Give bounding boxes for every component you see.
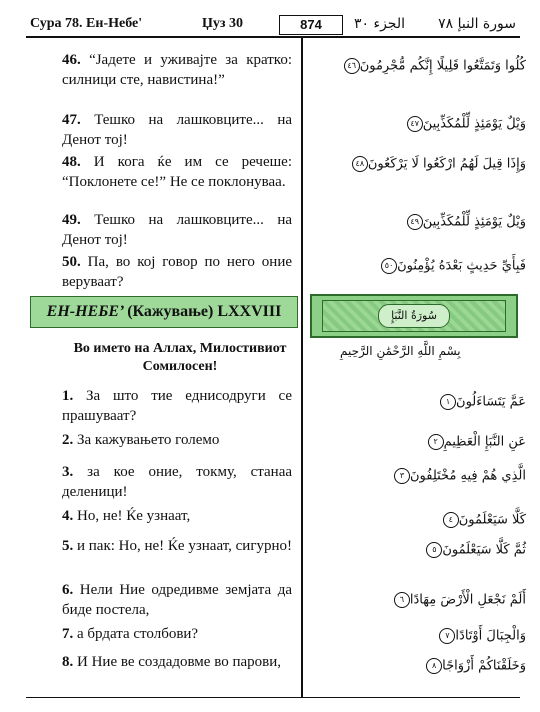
arabic-text: وَخَلَقْنَاكُمْ أَزْوَاجًا bbox=[442, 658, 526, 674]
verse-number: 3. bbox=[62, 464, 74, 480]
ayah-marker-icon: ٤٨ bbox=[352, 156, 368, 172]
arabic-verse-5 bbox=[423, 542, 526, 558]
verse-text: и пак: Но, не! Ќе узнаат, сигурно! bbox=[77, 538, 293, 554]
sura-name: ЕН-НЕБЕ’ bbox=[46, 303, 124, 320]
arabic-text: وَالْجِبَالَ أَوْتَادًا bbox=[455, 628, 526, 644]
arabic-text: الَّذِي هُمْ فِيهِ مُخْتَلِفُونَ bbox=[409, 468, 526, 484]
arabic-verse-4 bbox=[440, 512, 526, 528]
arabic-verse-6 bbox=[391, 592, 526, 608]
verse-text: За што тие еднисодруги се прашуваат? bbox=[62, 388, 293, 424]
verse-number: 48. bbox=[62, 154, 81, 170]
verse-1 bbox=[62, 386, 292, 426]
verse-text: За кажувањето големо bbox=[77, 432, 220, 448]
verse-text: “Јадете и уживајте за кратко: силници сте, навистина!” bbox=[62, 52, 292, 88]
ayah-marker-icon: ٤ bbox=[443, 512, 459, 528]
verse-number: 50. bbox=[62, 254, 81, 270]
page-number: 874 bbox=[279, 15, 343, 35]
verse-2 bbox=[62, 430, 292, 450]
verse-number: 7. bbox=[62, 626, 74, 642]
verse-48 bbox=[62, 152, 292, 192]
arabic-verse-8 bbox=[423, 658, 526, 674]
arabic-verse-46 bbox=[341, 58, 526, 74]
arabic-verse-3 bbox=[391, 468, 526, 484]
arabic-text: أَلَمْ نَجْعَلِ الْأَرْضَ مِهَادًا bbox=[409, 592, 526, 608]
arabic-text: عَنِ النَّبَإِ الْعَظِيمِ bbox=[443, 434, 526, 450]
verse-number: 6. bbox=[62, 582, 74, 598]
verse-number: 5. bbox=[62, 538, 74, 554]
ayah-marker-icon: ٥٠ bbox=[381, 258, 397, 274]
arabic-text: كُلُوا وَتَمَتَّعُوا قَلِيلًا إِنَّكُم مُّجْرِمُونَ bbox=[359, 58, 526, 74]
verse-text: Па, во кој говор по него оние веруваат? bbox=[62, 254, 292, 290]
verse-text: а брдата столбови? bbox=[77, 626, 199, 642]
verse-text: И Ние ве создадовме во парови, bbox=[77, 654, 281, 670]
arabic-sura-banner bbox=[310, 294, 518, 338]
verse-47 bbox=[62, 110, 292, 150]
verse-46 bbox=[62, 50, 292, 90]
arabic-text: وَيْلٌ يَوْمَئِذٍ لِّلْمُكَذِّبِينَ bbox=[422, 116, 526, 132]
basmala-translation: Во името на Аллах, Милостивиот Сомилосен! bbox=[73, 341, 287, 374]
arabic-verse-48 bbox=[349, 156, 526, 172]
ayah-marker-icon: ٤٧ bbox=[407, 116, 423, 132]
verse-text: Тешко на лашковците... на Денот тој! bbox=[62, 112, 293, 148]
verse-5 bbox=[62, 536, 292, 556]
arabic-text: وَيْلٌ يَوْمَئِذٍ لِّلْمُكَذِّبِينَ bbox=[422, 214, 526, 230]
arabic-text: فَبِأَيِّ حَدِيثٍ بَعْدَهُ يُؤْمِنُونَ bbox=[397, 258, 526, 274]
ayah-marker-icon: ٧ bbox=[439, 628, 455, 644]
arabic-text: عَمَّ يَتَسَاءَلُونَ bbox=[456, 394, 526, 410]
arabic-text: وَإِذَا قِيلَ لَهُمُ ارْكَعُوا لَا يَرْكَعُونَ bbox=[367, 156, 526, 172]
verse-number: 47. bbox=[62, 112, 81, 128]
ayah-marker-icon: ١ bbox=[440, 394, 456, 410]
column-divider bbox=[301, 38, 303, 698]
verse-8 bbox=[62, 652, 292, 672]
verse-text: Но, не! Ќе узнаат, bbox=[77, 508, 191, 524]
verse-3 bbox=[62, 462, 292, 502]
verse-text: за кое оние, токму, станаа деленици! bbox=[62, 464, 293, 500]
arabic-verse-47 bbox=[404, 116, 526, 132]
verse-text: И кога ќе им се речеше: “Поклонете се!” Не се поклонуваа. bbox=[62, 154, 292, 190]
sura-label: Сура 78. Ен-Небе' bbox=[30, 16, 143, 31]
banner-ornament bbox=[322, 300, 506, 332]
arabic-verse-2 bbox=[425, 434, 526, 450]
verse-number: 1. bbox=[62, 388, 74, 404]
verse-text: Тешко на лашковците... на Денот тој! bbox=[62, 212, 293, 248]
verse-6 bbox=[62, 580, 292, 620]
header-rule bbox=[26, 36, 520, 38]
verse-7 bbox=[62, 624, 292, 644]
verse-49 bbox=[62, 210, 292, 250]
arabic-text: كَلَّا سَيَعْلَمُونَ bbox=[458, 512, 526, 528]
arabic-verse-49 bbox=[404, 214, 526, 230]
page-header bbox=[26, 14, 518, 36]
sura-meaning: (Кажување) bbox=[127, 303, 214, 320]
verse-number: 46. bbox=[62, 52, 81, 68]
footer-rule bbox=[26, 697, 520, 698]
ayah-marker-icon: ٨ bbox=[426, 658, 442, 674]
verse-number: 4. bbox=[62, 508, 74, 524]
arabic-juz-label: الجزء ٣٠ bbox=[354, 16, 405, 32]
ayah-marker-icon: ٥ bbox=[426, 542, 442, 558]
ayah-marker-icon: ٤٦ bbox=[344, 58, 360, 74]
arabic-text: ثُمَّ كَلَّا سَيَعْلَمُونَ bbox=[442, 542, 526, 558]
verse-4 bbox=[62, 506, 292, 526]
ayah-marker-icon: ٢ bbox=[428, 434, 444, 450]
arabic-sura-label: سورة النبإ ٧٨ bbox=[438, 16, 516, 32]
verse-number: 49. bbox=[62, 212, 81, 228]
arabic-verse-7 bbox=[436, 628, 526, 644]
verse-number: 2. bbox=[62, 432, 74, 448]
arabic-sura-title: سُورَةُ النَّبَإِ bbox=[378, 304, 450, 328]
verse-50 bbox=[62, 252, 292, 292]
ayah-marker-icon: ٤٩ bbox=[407, 214, 423, 230]
verse-number: 8. bbox=[62, 654, 74, 670]
ayah-marker-icon: ٦ bbox=[394, 592, 410, 608]
ayah-marker-icon: ٣ bbox=[394, 468, 410, 484]
arabic-verse-1 bbox=[437, 394, 526, 410]
arabic-basmala: بِسْمِ اللَّهِ الرَّحْمَٰنِ الرَّحِيمِ bbox=[340, 344, 461, 358]
sura-roman-number: LXXVIII bbox=[217, 303, 282, 320]
arabic-verse-50 bbox=[378, 258, 526, 274]
sura-title-banner bbox=[30, 296, 298, 328]
verse-text: Нели Ние одредивме земјата да биде постела, bbox=[62, 582, 292, 618]
juz-label: Џуз 30 bbox=[202, 16, 244, 31]
